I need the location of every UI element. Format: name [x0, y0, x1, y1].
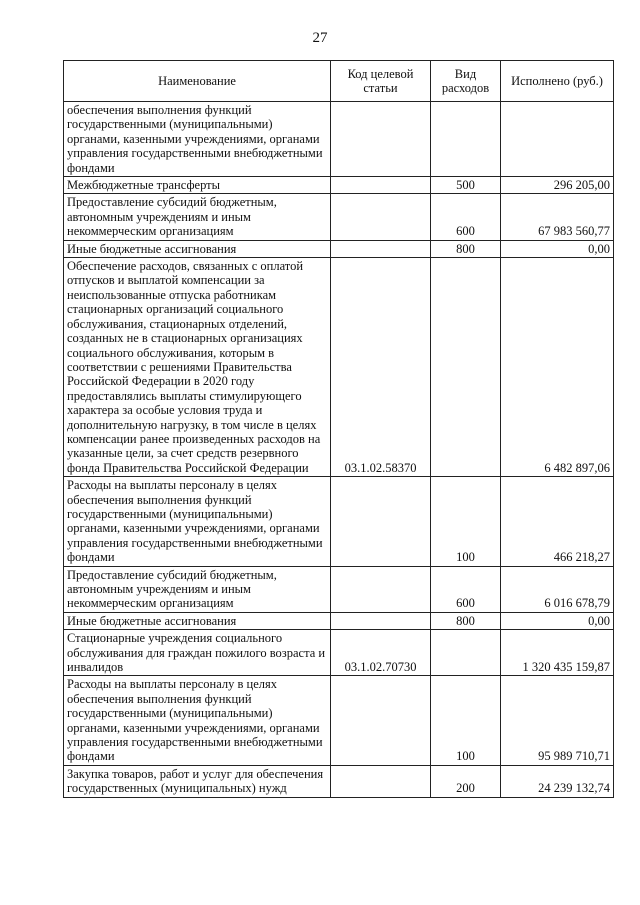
cell-amount: 95 989 710,71 — [501, 676, 614, 765]
cell-amount: 0,00 — [501, 240, 614, 257]
page-number: 27 — [312, 30, 328, 46]
cell-code: 03.1.02.70730 — [331, 630, 431, 676]
cell-type: 100 — [431, 477, 501, 566]
table-row — [64, 177, 614, 194]
table-row — [64, 630, 614, 676]
table-header-row — [64, 61, 614, 102]
cell-name: Обеспечение расходов, связанных с оплатой отпусков и выплатой компенсации за неиспользованные отпуска работникам стационарных организаций социального обслуживания, стационарных отделений, созданных не в стационарных организациях социального обслуживания, которым в соответствии с решениями Правительства Российской Федерации в 2020 году предоставлялись выплаты стимулирующего характера за особые условия труда и дополнительную нагрузку, в том числе в целях компенсации ранее произведенных расходов на указанные цели, за счет средств резервного фонда Правительства Российской Федерации — [64, 258, 331, 477]
cell-name: Предоставление субсидий бюджетным, автономным учреждениям и иным некоммерческим организациям — [64, 566, 331, 612]
cell-amount: 67 983 560,77 — [501, 194, 614, 240]
cell-amount: 6 482 897,06 — [501, 258, 614, 477]
cell-code — [331, 194, 431, 240]
cell-code: 03.1.02.58370 — [331, 258, 431, 477]
cell-type — [431, 258, 501, 477]
cell-type: 200 — [431, 765, 501, 797]
cell-name: Расходы на выплаты персоналу в целях обеспечения выполнения функций государственными (муниципальными) органами, казенными учреждениями, органами управления государственными внебюджетными фондами — [64, 676, 331, 765]
cell-type: 800 — [431, 612, 501, 629]
cell-code — [331, 676, 431, 765]
header-amount: Исполнено (руб.) — [501, 61, 614, 102]
cell-name: Межбюджетные трансферты — [64, 177, 331, 194]
cell-name: Стационарные учреждения социального обслуживания для граждан пожилого возраста и инвалидов — [64, 630, 331, 676]
header-code: Код целевой статьи — [331, 61, 431, 102]
table-row — [64, 676, 614, 765]
cell-name: обеспечения выполнения функций государственными (муниципальными) органами, казенными учреждениями, органами управления государственными внебюджетными фондами — [64, 102, 331, 177]
cell-name: Иные бюджетные ассигнования — [64, 612, 331, 629]
cell-amount — [501, 102, 614, 177]
cell-type: 100 — [431, 676, 501, 765]
cell-code — [331, 765, 431, 797]
cell-type: 500 — [431, 177, 501, 194]
cell-code — [331, 612, 431, 629]
cell-amount: 24 239 132,74 — [501, 765, 614, 797]
cell-code — [331, 477, 431, 566]
cell-amount: 1 320 435 159,87 — [501, 630, 614, 676]
table-row — [64, 194, 614, 240]
cell-name: Расходы на выплаты персоналу в целях обеспечения выполнения функций государственными (муниципальными) органами, казенными учреждениями, органами управления государственными внебюджетными фондами — [64, 477, 331, 566]
cell-type: 600 — [431, 566, 501, 612]
header-type: Вид расходов — [431, 61, 501, 102]
cell-amount: 296 205,00 — [501, 177, 614, 194]
cell-amount: 6 016 678,79 — [501, 566, 614, 612]
header-name: Наименование — [64, 61, 331, 102]
budget-execution-table — [63, 60, 614, 798]
cell-code — [331, 177, 431, 194]
cell-code — [331, 566, 431, 612]
cell-code — [331, 240, 431, 257]
cell-name: Закупка товаров, работ и услуг для обеспечения государственных (муниципальных) нужд — [64, 765, 331, 797]
table-row — [64, 102, 614, 177]
cell-type: 800 — [431, 240, 501, 257]
table-row — [64, 566, 614, 612]
cell-name: Предоставление субсидий бюджетным, автономным учреждениям и иным некоммерческим организациям — [64, 194, 331, 240]
table-row — [64, 240, 614, 257]
cell-amount: 0,00 — [501, 612, 614, 629]
cell-name: Иные бюджетные ассигнования — [64, 240, 331, 257]
cell-type — [431, 102, 501, 177]
cell-amount: 466 218,27 — [501, 477, 614, 566]
table-row — [64, 258, 614, 477]
table-row — [64, 612, 614, 629]
cell-type: 600 — [431, 194, 501, 240]
table-row — [64, 765, 614, 797]
cell-type — [431, 630, 501, 676]
table-row — [64, 477, 614, 566]
cell-code — [331, 102, 431, 177]
